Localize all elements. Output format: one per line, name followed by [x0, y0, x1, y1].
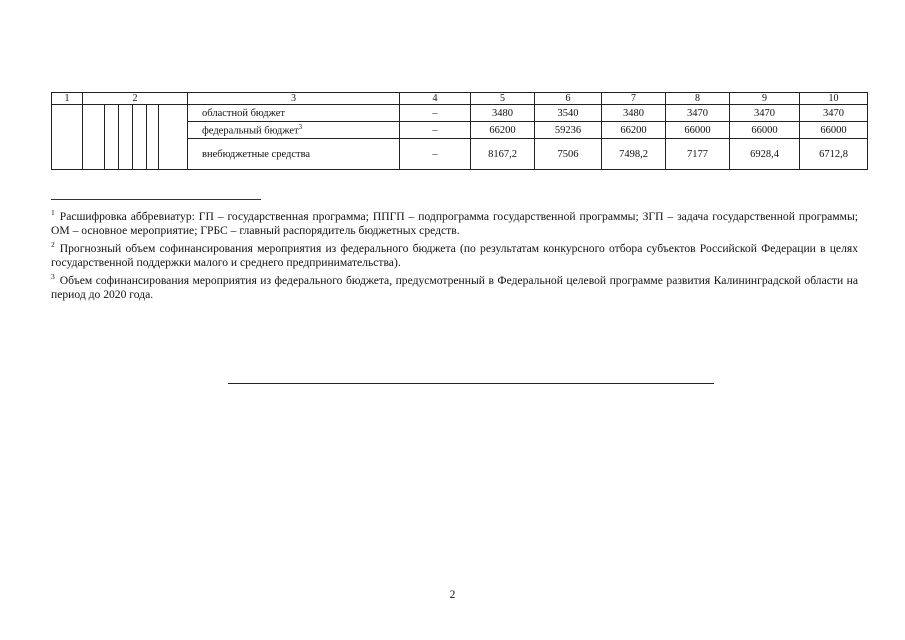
empty-cell	[119, 105, 133, 170]
row-label: внебюджетные средства	[188, 139, 400, 170]
value-cell: 6712,8	[800, 139, 868, 170]
header-cell: 7	[602, 93, 666, 105]
value-cell: 3470	[666, 105, 730, 122]
value-cell: 8167,2	[471, 139, 535, 170]
value-cell: 66200	[471, 122, 535, 139]
empty-cell	[133, 105, 147, 170]
footnote	[51, 206, 858, 238]
header-cell: 2	[83, 93, 188, 105]
empty-cell	[52, 105, 83, 170]
header-cell: 1	[52, 93, 83, 105]
footnote-ref: 3	[298, 123, 303, 132]
row-label: федеральный бюджет$^3$	[188, 122, 400, 139]
budget-table	[51, 92, 868, 170]
footnote-text: Прогнозный объем софинансирования мероприятия из федерального бюджета (по результатам конкурсного отбора субъектов Российской Федерации в целях государственной поддержки малого и среднего предпринимательства).	[51, 241, 858, 269]
value-cell: 59236	[535, 122, 602, 139]
value-cell: 66000	[666, 122, 730, 139]
footnote	[51, 238, 858, 270]
footnote-mark: 2	[51, 239, 55, 249]
table-row	[52, 105, 868, 122]
dash-cell: –	[400, 139, 471, 170]
footnote-text: Расшифровка аббревиатур: ГП – государственная программа; ППГП – подпрограмма государственной программы; ЗГП – задача государственной программы; ОМ – основное мероприятие; ГРБС – главный распорядитель бюджетных средств.	[51, 209, 858, 237]
value-cell: 3480	[471, 105, 535, 122]
row-label: областной бюджет	[188, 105, 400, 122]
value-cell: 3470	[800, 105, 868, 122]
footnotes	[51, 206, 858, 302]
value-cell: 66000	[730, 122, 800, 139]
end-rule	[228, 383, 714, 384]
empty-cell	[159, 105, 188, 170]
header-cell: 6	[535, 93, 602, 105]
footnote	[51, 270, 858, 302]
value-cell: 7177	[666, 139, 730, 170]
value-cell: 3540	[535, 105, 602, 122]
empty-cell	[105, 105, 119, 170]
footnote-separator	[51, 199, 261, 200]
dash-cell: –	[400, 122, 471, 139]
header-cell: 5	[471, 93, 535, 105]
header-cell: 10	[800, 93, 868, 105]
footnote-mark: 3	[51, 271, 55, 281]
header-cell: 4	[400, 93, 471, 105]
header-cell: 9	[730, 93, 800, 105]
empty-cell	[147, 105, 159, 170]
header-cell: 3	[188, 93, 400, 105]
value-cell: 66200	[602, 122, 666, 139]
value-cell: 7506	[535, 139, 602, 170]
value-cell: 6928,4	[730, 139, 800, 170]
value-cell: 7498,2	[602, 139, 666, 170]
header-cell: 8	[666, 93, 730, 105]
table-header-row	[52, 93, 868, 105]
footnote-mark: 1	[51, 208, 55, 217]
page-number: 2	[449, 589, 456, 601]
value-cell: 66000	[800, 122, 868, 139]
footnote-text: Объем софинансирования мероприятия из федерального бюджета, предусмотренный в Федеральной целевой программе развития Калининградской области на период до 2020 года.	[51, 273, 858, 301]
empty-cell	[83, 105, 105, 170]
dash-cell: –	[400, 105, 471, 122]
value-cell: 3480	[602, 105, 666, 122]
value-cell: 3470	[730, 105, 800, 122]
